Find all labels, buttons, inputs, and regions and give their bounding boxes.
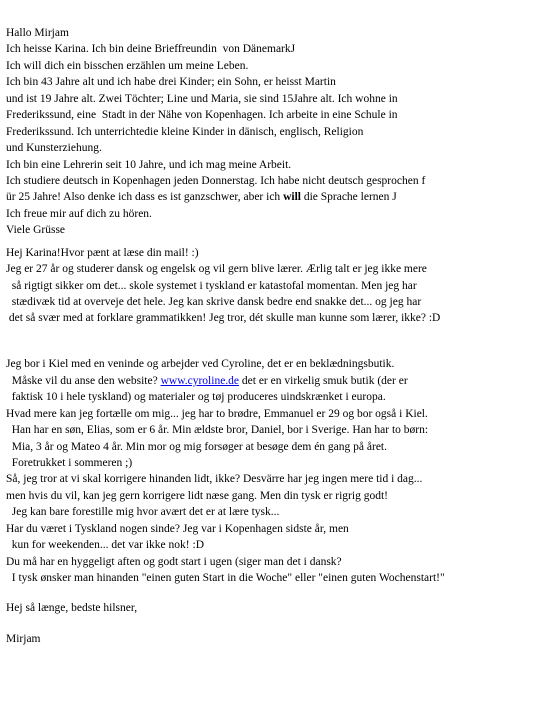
text-line: Hallo Mirjam (6, 27, 69, 39)
text-line: kun for weekenden... det var ikke nok! :D (6, 539, 204, 552)
text-segment: Måske vil du anse den website? (6, 374, 161, 387)
text-line: Frederikssund. Ich unterrichtedie kleine Kinder in dänisch, englisch, Religion (6, 125, 364, 138)
bold-word: will (283, 191, 301, 204)
spacer (6, 617, 538, 631)
text-line (6, 373, 538, 389)
text-segment: die Sprache lernen J (300, 191, 397, 204)
text-line: stædivæk tid at overveje det hele. Jeg kan skrive dansk bedre end snakke det... og jeg har (6, 296, 422, 308)
text-line: Mia, 3 år og Mateo 4 år. Min mor og mig forsøger at besøge dem én gang på året. (6, 440, 387, 453)
text-line: und ist 19 Jahre alt. Zwei Töchter; Line und Maria, sie sind 15Jahre alt. Ich wohne in (6, 92, 398, 105)
text-line: Jeg bor i Kiel med en veninde og arbejder ved Cyroline, det er en beklædningsbutik. (6, 358, 395, 371)
text-segment: det er en virkelig smuk butik (der er (239, 374, 408, 387)
text-line: Ich heisse Karina. Ich bin deine Brieffreundin von DänemarkJ (6, 43, 296, 56)
signoff: Viele Grüsse (6, 224, 66, 237)
text-line: Hvad mere kan jeg fortælle om mig... jeg har to brødre, Emmanuel er 29 og bor også i Kiel. (6, 407, 428, 420)
email-thread (6, 25, 538, 647)
letter-mirjam-body (6, 356, 538, 647)
text-line: det så svær med at forklare grammatikken! Jeg tror, dét skulle man kunne som lærer, ikke? :D (6, 312, 441, 325)
text-line (6, 189, 538, 205)
text-segment: ür 25 Jahre! Also denke ich dass es ist ganzschwer, aber ich (6, 191, 284, 204)
text-line: Jeg kan bare forestille mig hvor avært det er at lære tysk... (6, 506, 280, 519)
text-line: Ich studiere deutsch in Kopenhagen jeden Donnerstag. Ich habe nicht deutsch gesprochen f (6, 174, 426, 187)
website-link[interactable]: www.cyroline.de (160, 374, 240, 387)
text-line: faktisk 10 i hele tyskland) og materialer og tøj produceres uindskrænket i europa. (6, 391, 386, 404)
spacer (6, 586, 538, 600)
text-line: I tysk ønsker man hinanden "einen guten Start in die Woche" eller "einen guten Wochenstart!" (6, 572, 445, 584)
text-line: Jeg er 27 år og studerer dansk og engelsk og vil gern blive lærer. Ærlig talt er jeg ikke mere (6, 263, 427, 276)
text-line: Ich bin eine Lehrerin seit 10 Jahre, und ich mag meine Arbeit. (6, 158, 292, 171)
text-line: Ich will dich ein bisschen erzählen um meine Leben. (6, 59, 249, 72)
text-line: Har du været i Tyskland nogen sinde? Jeg var i Kopenhagen sidste år, men (6, 522, 349, 535)
letter-mirjam-intro (6, 245, 538, 327)
text-line: Ich freue mir auf dich zu hören. (6, 207, 152, 220)
spacer (6, 343, 538, 356)
text-line: und Kunsterziehung. (6, 142, 102, 155)
closing-line: Hej så længe, bedste hilsner, (6, 602, 138, 615)
text-line: Foretrukket i sommeren ;) (6, 456, 133, 469)
letter-karina (6, 25, 538, 239)
text-line: Frederikssund, eine Stadt in der Nähe von Kopenhagen. Ich arbeite in eine Schule in (6, 109, 398, 122)
text-line: Hej Karina!Hvor pænt at læse din mail! :) (6, 246, 199, 259)
text-line: Så, jeg tror at vi skal korrigere hinanden lidt, ikke? Desvärre har jeg ingen mere tid i dag... (6, 473, 423, 486)
text-line: Du må har en hyggeligt aften og godt start i ugen (siger man det i dansk? (6, 555, 342, 568)
text-line: Ich bin 43 Jahre alt und ich habe drei Kinder; ein Sohn, er heisst Martin (6, 76, 336, 89)
text-line: så rigtigt sikker om det... skole systemet i tyskland er katastofal momentan. Men jeg har (6, 279, 417, 292)
text-line: men hvis du vil, kan jeg gern korrigere lidt næse gang. Men din tysk er rigrig godt! (6, 489, 388, 502)
signature: Mirjam (6, 632, 41, 645)
spacer (6, 327, 538, 343)
text-line: Han har en søn, Elias, som er 6 år. Min ældste bror, Daniel, bor i Sverige. Han har to børn: (6, 424, 429, 437)
